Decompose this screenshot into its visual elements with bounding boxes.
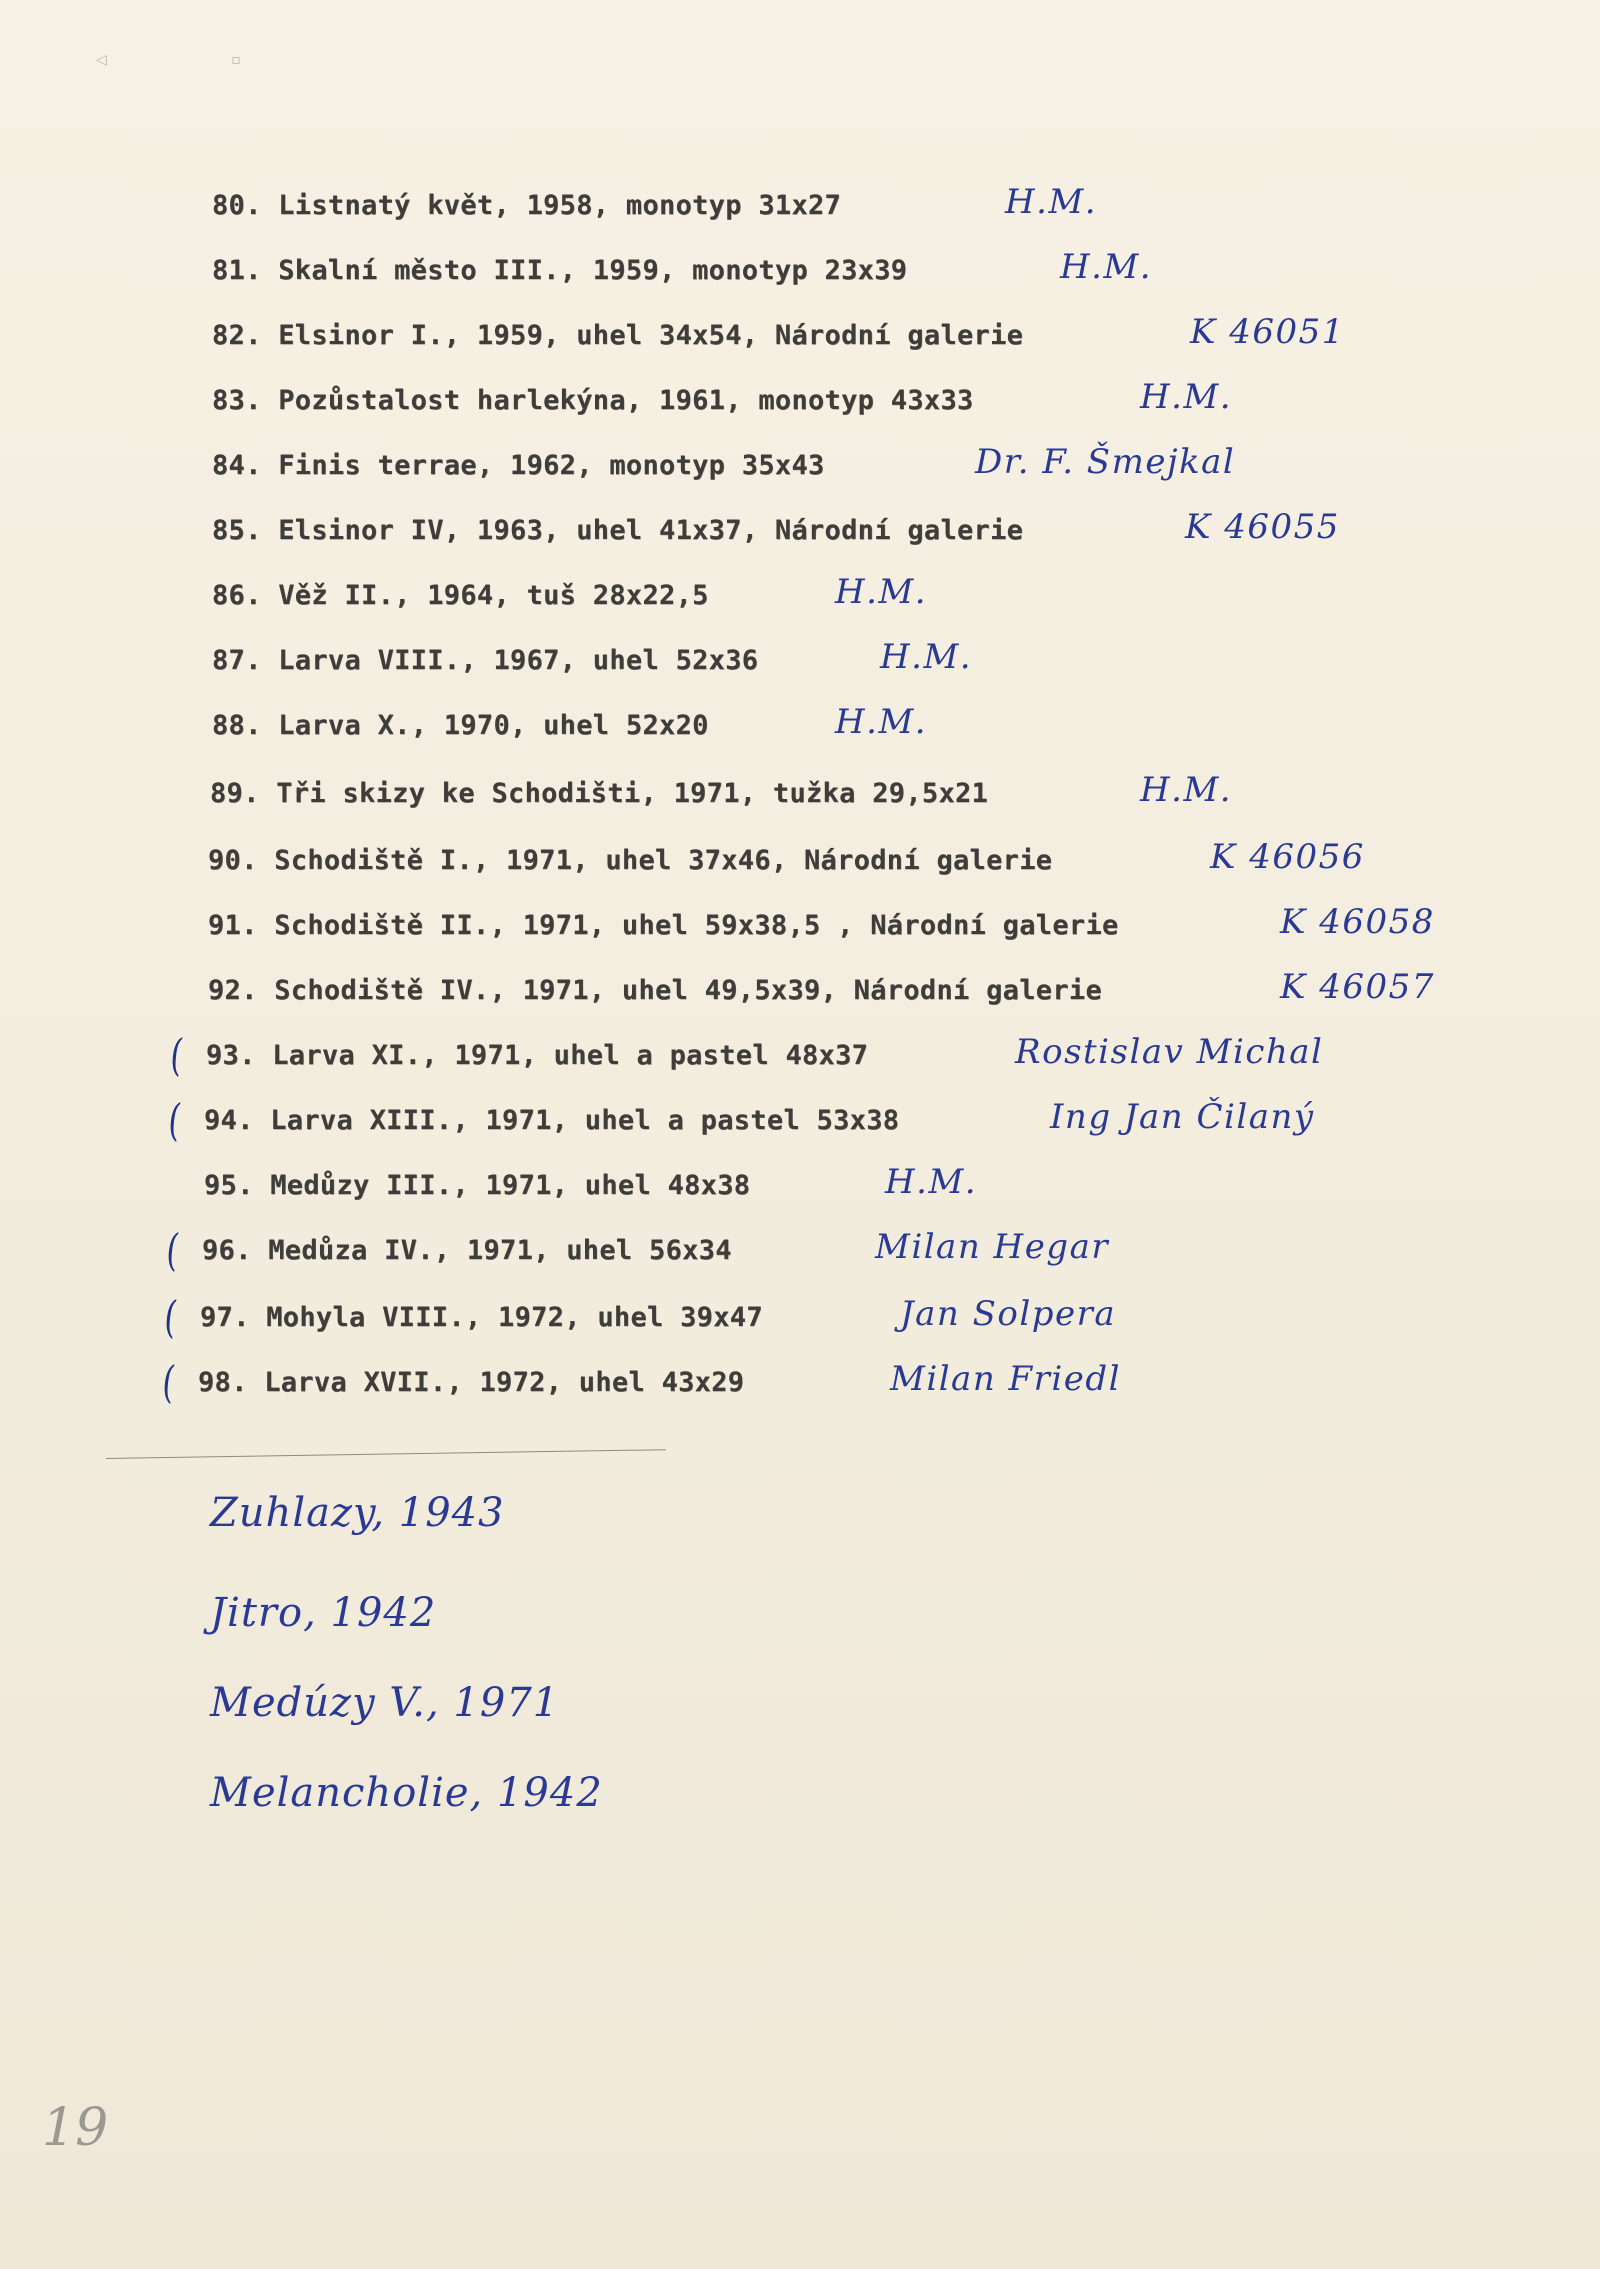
list-item xyxy=(0,312,1600,370)
corner-marks: ◁ ▫ xyxy=(96,52,301,68)
entry-text: 97. Mohyla VIII., 1972, uhel 39x47 xyxy=(200,1302,763,1333)
list-item xyxy=(0,377,1600,435)
handwritten-note: H.M. xyxy=(885,1162,978,1202)
list-item xyxy=(0,1224,1600,1285)
list-item xyxy=(0,442,1600,500)
list-item xyxy=(0,1356,1600,1417)
list-item xyxy=(0,967,1600,1025)
list-item xyxy=(0,572,1600,630)
entry-text: 91. Schodiště II., 1971, uhel 59x38,5 , Národní galerie xyxy=(208,910,1119,941)
handwritten-note: Milan Friedl xyxy=(890,1359,1122,1399)
entry-text: 89. Tři skizy ke Schodišti, 1971, tužka 29,5x21 xyxy=(210,778,989,809)
bracket-mark: ( xyxy=(163,1224,182,1277)
entry-text: 80. Listnatý květ, 1958, monotyp 31x27 xyxy=(212,190,842,221)
handwritten-note: K 46051 xyxy=(1190,312,1345,352)
handwritten-note: K 46057 xyxy=(1280,967,1435,1007)
handwritten-note: H.M. xyxy=(1140,377,1233,417)
bracket-mark: ( xyxy=(159,1356,178,1409)
handwritten-note: H.M. xyxy=(835,572,928,612)
entry-text: 85. Elsinor IV, 1963, uhel 41x37, Národní galerie xyxy=(212,515,1024,546)
entry-text: 83. Pozůstalost harlekýna, 1961, monotyp 43x33 xyxy=(212,385,974,416)
bracket-mark: ( xyxy=(161,1291,180,1344)
entry-text: 93. Larva XI., 1971, uhel a pastel 48x37 xyxy=(206,1040,869,1071)
handwritten-note: H.M. xyxy=(1005,182,1098,222)
list-item xyxy=(0,770,1600,828)
entry-text: 96. Medůza IV., 1971, uhel 56x34 xyxy=(202,1235,732,1266)
entry-text: 95. Medůzy III., 1971, uhel 48x38 xyxy=(204,1170,751,1201)
entry-text: 92. Schodiště IV., 1971, uhel 49,5x39, Národní galerie xyxy=(208,975,1103,1006)
entry-text: 81. Skalní město III., 1959, monotyp 23x39 xyxy=(212,255,908,286)
entry-text: 94. Larva XIII., 1971, uhel a pastel 53x38 xyxy=(204,1105,900,1136)
handwritten-note: Medúzy V., 1971 xyxy=(210,1680,560,1726)
list-item xyxy=(0,637,1600,695)
bracket-mark: ( xyxy=(167,1029,186,1082)
handwritten-note: K 46058 xyxy=(1280,902,1435,942)
entry-text: 84. Finis terrae, 1962, monotyp 35x43 xyxy=(212,450,825,481)
list-item xyxy=(0,902,1600,960)
entry-text: 90. Schodiště I., 1971, uhel 37x46, Národní galerie xyxy=(208,845,1053,876)
handwritten-note: H.M. xyxy=(835,702,928,742)
list-item xyxy=(0,247,1600,305)
list-item xyxy=(0,1094,1600,1155)
page-number: 19 xyxy=(42,2098,109,2158)
list-item xyxy=(0,702,1600,760)
handwritten-note: Milan Hegar xyxy=(875,1227,1110,1267)
handwritten-note: Dr. F. Šmejkal xyxy=(975,442,1236,482)
handwritten-note: Zuhlazy, 1943 xyxy=(210,1490,505,1536)
entry-text: 86. Věž II., 1964, tuš 28x22,5 xyxy=(212,580,709,611)
entry-text: 87. Larva VIII., 1967, uhel 52x36 xyxy=(212,645,759,676)
entry-text: 98. Larva XVII., 1972, uhel 43x29 xyxy=(198,1367,745,1398)
handwritten-note: Jitro, 1942 xyxy=(210,1590,437,1636)
handwritten-note: Rostislav Michal xyxy=(1015,1032,1324,1072)
handwritten-note: H.M. xyxy=(1060,247,1153,287)
list-item xyxy=(0,1029,1600,1090)
handwritten-note: H.M. xyxy=(880,637,973,677)
handwritten-note: Ing Jan Čilaný xyxy=(1050,1097,1315,1137)
list-item xyxy=(0,507,1600,565)
handwritten-note: Jan Solpera xyxy=(900,1294,1117,1334)
handwritten-note: K 46056 xyxy=(1210,837,1365,877)
bracket-mark: ( xyxy=(165,1094,184,1147)
list-item xyxy=(0,1291,1600,1352)
divider-line xyxy=(106,1449,666,1459)
list-item xyxy=(0,182,1600,240)
list-item xyxy=(0,1162,1600,1220)
entry-text: 82. Elsinor I., 1959, uhel 34x54, Národní galerie xyxy=(212,320,1024,351)
handwritten-note: K 46055 xyxy=(1185,507,1340,547)
handwritten-note: Melancholie, 1942 xyxy=(210,1770,603,1816)
handwritten-note: H.M. xyxy=(1140,770,1233,810)
entry-text: 88. Larva X., 1970, uhel 52x20 xyxy=(212,710,709,741)
list-item xyxy=(0,837,1600,895)
